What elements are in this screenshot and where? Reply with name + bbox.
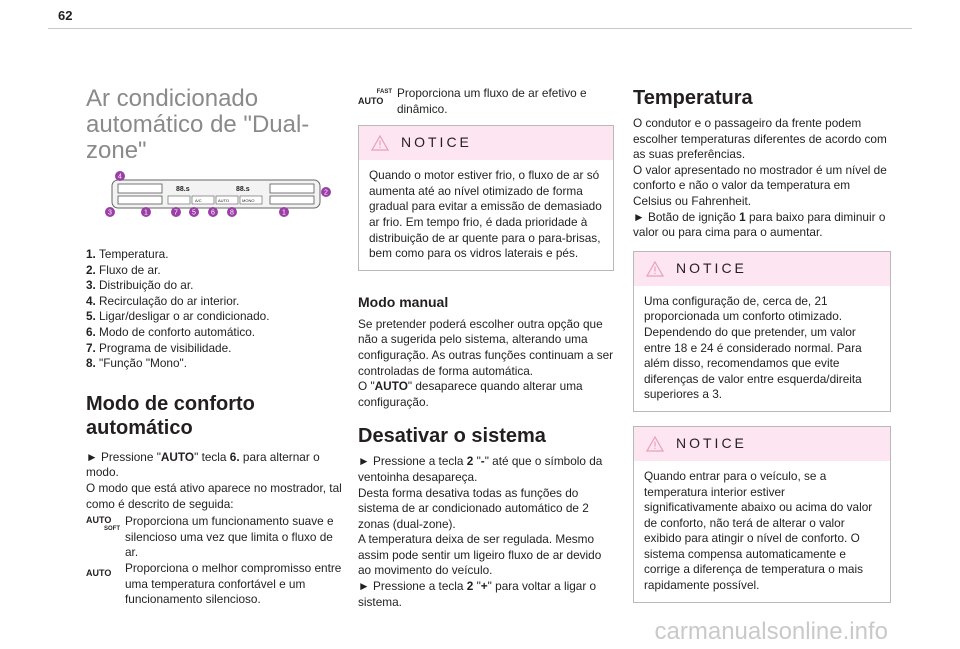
manual-text: Se pretender poderá escolher outra opção que não a sugerida pelo sistema, alterando uma configuração. As outras funções continuam a ser controladas de forma automática. xyxy=(358,316,614,378)
watermark: carmanualsonline.info xyxy=(654,618,888,645)
callout-2: 2 xyxy=(324,189,328,197)
page-title: Ar condicionado automático de "Dual-zone" xyxy=(86,85,310,164)
notice-header xyxy=(359,126,613,160)
notice-text: Quando o motor estiver frio, o fluxo de ar só aumenta até ao nível otimizado de forma gradual para evitar a emissão de demasiado ar frio. Em tempo frio, é dada prioridade à distribuição de ar quente para o para-brisas, bem como para os vidros laterais e pés. xyxy=(369,168,602,261)
notice-title: NOTICE xyxy=(401,134,472,151)
temperature-text: O condutor e o passageiro da frente podem escolher temperaturas diferentes de acordo com as suas preferências. xyxy=(633,116,887,162)
reactivate-step: ► Pressione a tecla 2 "+" para voltar a ligar o sistema. xyxy=(358,579,597,609)
column-3 xyxy=(633,86,891,603)
temperature-text-2: O valor apresentado no mostrador é um nível de conforto e não o valor da temperatura em Celsius ou Fahrenheit. xyxy=(633,162,887,208)
mode-soft-text: Proporciona um funcionamento suave e silencioso uma vez que limita o fluxo de ar. xyxy=(125,514,334,560)
list-item: 8. "Função "Mono". xyxy=(86,356,187,371)
comfort-description: O modo que está ativo aparece no mostrador, tal como é descrito de seguida: xyxy=(86,480,342,511)
manual-text-2: O "AUTO" desaparece quando alterar uma configuração. xyxy=(358,379,583,409)
comfort-instruction: ► Pressione "AUTO" tecla 6. para alternar o modo. xyxy=(86,449,320,480)
temperature-step: ► Botão de ignição 1 para baixo para diminuir o valor ou para cima para o aumentar. xyxy=(633,209,886,240)
notice-box xyxy=(358,125,614,271)
section-title-comfort: Modo de conforto automático xyxy=(86,392,255,439)
list-item: 4. Recirculação do ar interior. xyxy=(86,293,240,308)
deactivate-text: Desta forma desativa todas as funções do sistema de ar condicionado automático de 2 zonas (dual-zone). xyxy=(358,485,589,531)
notice-title: NOTICE xyxy=(676,259,747,276)
callout-3: 3 xyxy=(108,209,112,217)
section-title-deactivate: Desativar o sistema xyxy=(358,425,546,448)
notice-header xyxy=(634,427,890,461)
callout-7: 7 xyxy=(174,209,178,217)
warning-icon xyxy=(646,436,664,452)
notice-box xyxy=(633,251,891,412)
list-item: 2. Fluxo de ar. xyxy=(86,262,161,277)
notice-header xyxy=(634,252,890,286)
mode-fast-text: Proporciona um fluxo de ar efetivo e dinâmico. xyxy=(397,86,587,116)
panel-mono-label: MONO xyxy=(242,198,255,203)
panel-readout-right: 88.s xyxy=(236,186,250,193)
list-item: 1. Temperatura. xyxy=(86,247,169,261)
section-title-manual: Modo manual xyxy=(358,293,449,310)
column-1-lower xyxy=(86,247,344,608)
mode-auto xyxy=(86,561,344,608)
mode-soft xyxy=(86,514,344,561)
deactivate-step: ► Pressione a tecla 2 "-" até que o símbolo da ventoinha desapareça. xyxy=(358,454,603,484)
list-item: 5. Ligar/desligar o ar condicionado. xyxy=(86,309,270,324)
climate-panel-diagram xyxy=(96,170,336,218)
page-number: 62 xyxy=(58,8,73,23)
list-item: 6. Modo de conforto automático. xyxy=(86,324,256,339)
section-title-temperature: Temperatura xyxy=(633,87,753,109)
notice-text: Quando entrar para o veículo, se a temperatura interior estiver significativamente abaixo ou acima do valor de conforto, não terá de alterar o valor exibido para atingir o nível de conforto. O sistema compensa automaticamente e corrige a diferença de temperatura o mais rapidamente possível. xyxy=(644,468,873,593)
panel-ac-label: A/C xyxy=(195,198,202,203)
callout-1-right: 1 xyxy=(282,209,286,217)
callout-4: 4 xyxy=(118,173,122,181)
mode-auto-text: Proporciona o melhor compromisso entre uma temperatura confortável e um funcionamento silencioso. xyxy=(125,560,342,607)
list-item: 7. Programa de visibilidade. xyxy=(86,340,232,355)
notice-box xyxy=(633,426,891,603)
deactivate-text-2: A temperatura deixa de ser regulada. Mesmo assim pode sentir um ligeiro fluxo de ar devido ao movimento do veículo. xyxy=(358,532,602,578)
column-2 xyxy=(358,86,614,610)
notice-title: NOTICE xyxy=(676,435,747,452)
panel-readout-left: 88.s xyxy=(176,186,190,193)
callout-1-left: 1 xyxy=(144,209,148,217)
mode-fast xyxy=(358,86,614,117)
fast-auto-icon: FAST AUTO xyxy=(358,89,392,106)
legend-list xyxy=(86,247,344,372)
top-divider xyxy=(48,28,912,29)
callout-6: 6 xyxy=(211,209,215,217)
warning-icon xyxy=(646,261,664,277)
callout-5: 5 xyxy=(192,209,196,217)
warning-icon xyxy=(371,135,389,151)
list-item: 3. Distribuição do ar. xyxy=(86,278,194,293)
auto-icon: AUTO xyxy=(86,567,112,578)
panel-auto-label: AUTO xyxy=(218,198,230,203)
notice-text: Uma configuração de, cerca de, 21 proporcionada um conforto otimizado. Dependendo do que pretender, um valor entre 18 e 24 é considerado normal. Para além disso, recomendamos que evite diferenças de valor entre esquerda/direita superiores a 3. xyxy=(644,293,862,402)
auto-soft-icon: AUTO SOFT xyxy=(86,515,120,533)
column-1 xyxy=(86,86,344,164)
callout-8: 8 xyxy=(230,209,234,217)
